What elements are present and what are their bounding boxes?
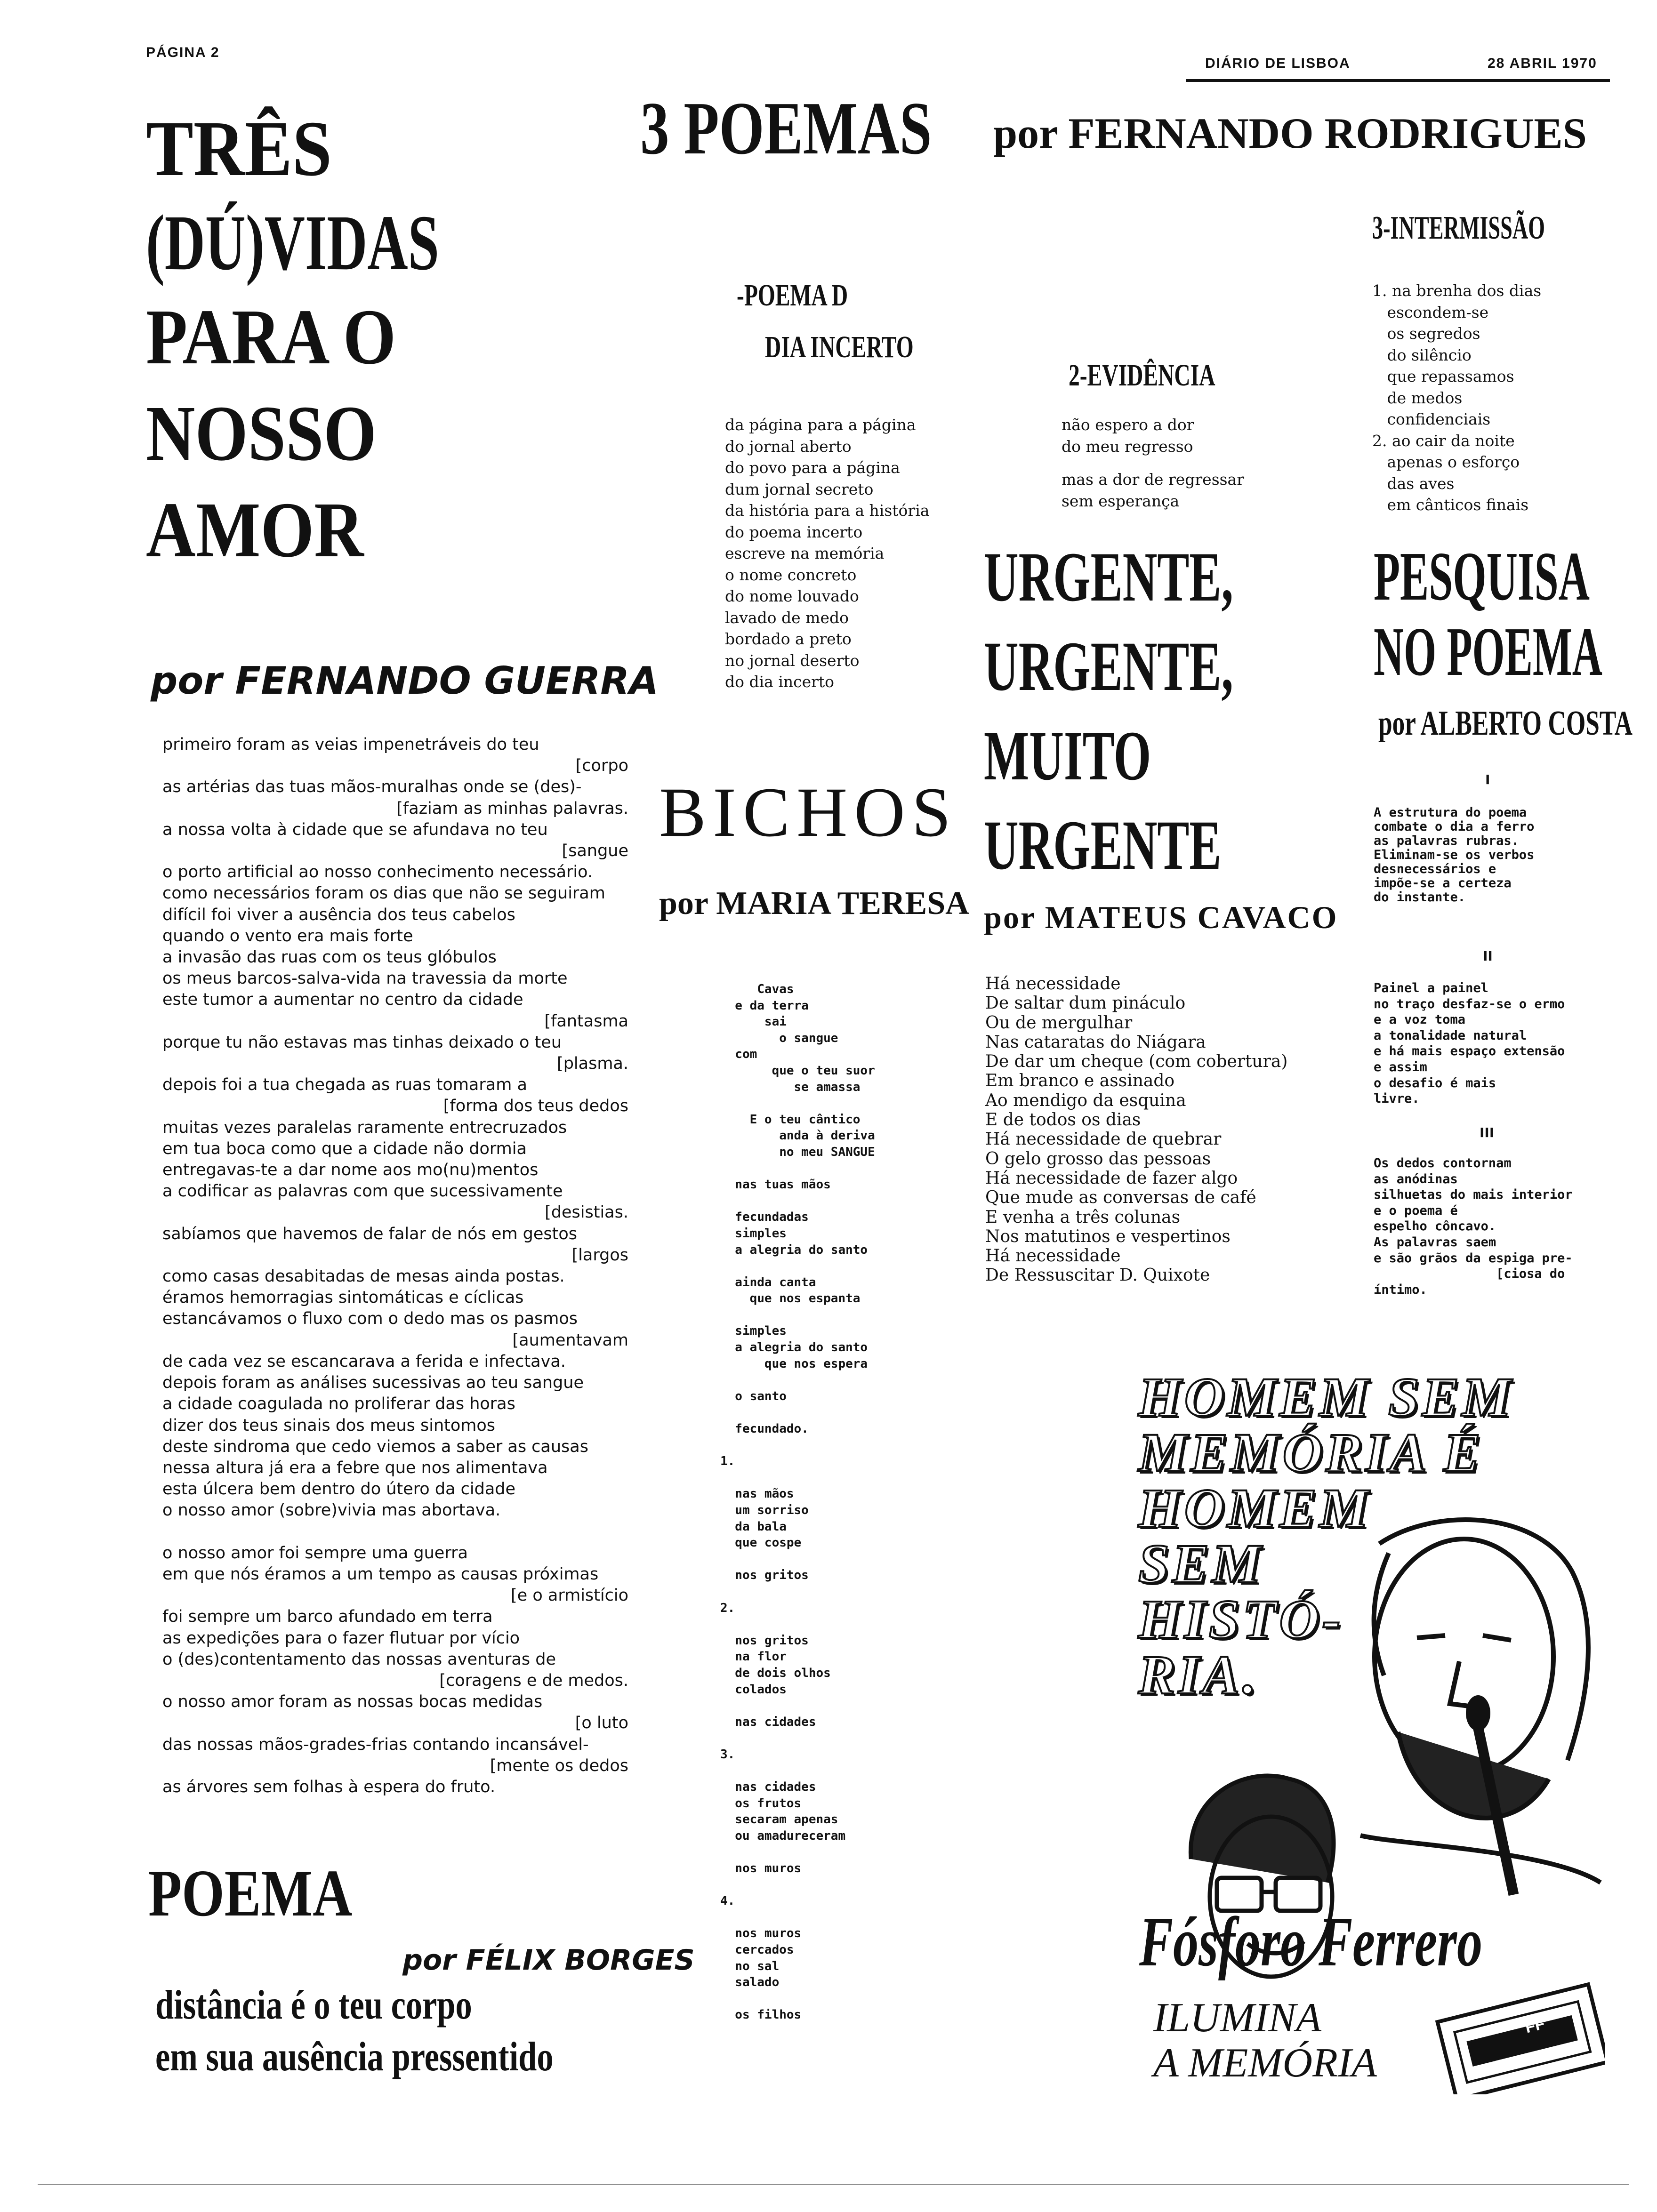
bichos-headline: BICHOS xyxy=(659,773,958,851)
poem-line: silhuetas do mais interior xyxy=(1374,1187,1573,1202)
bottom-rule xyxy=(38,2184,1629,2185)
article-line: difícil foi viver a ausência dos teus cabelos xyxy=(162,905,515,924)
article-line: como casas desabitadas de mesas ainda postas. xyxy=(162,1267,565,1286)
ad-headline-line: HOMEM SEM xyxy=(1138,1366,1514,1428)
article-line: [fantasma xyxy=(544,1011,628,1031)
poem-line: O gelo grosso das pessoas xyxy=(985,1149,1211,1169)
article-line: foi sempre um barco afundado em terra xyxy=(162,1607,493,1627)
poem-line: nas cidades xyxy=(720,1715,816,1729)
poem-line: o desafio é mais xyxy=(1374,1075,1496,1090)
article-line: [mente os dedos xyxy=(490,1756,628,1775)
article-line: as artérias das tuas mãos-muralhas onde se (des)- xyxy=(162,777,582,797)
article-line: os meus barcos-salva-vida na travessia da morte xyxy=(162,969,568,988)
article-body xyxy=(162,734,628,1798)
pesquisa-stanza xyxy=(1374,806,1534,905)
poem-line: o nome concreto xyxy=(725,565,857,584)
urgente-byline: por MATEUS CAVACO xyxy=(984,899,1338,935)
poem-line: a alegria do santo xyxy=(720,1242,868,1257)
pesquisa-stanza xyxy=(1374,980,1565,1107)
byline: por FERNANDO GUERRA xyxy=(151,659,659,703)
article-line: [sangue xyxy=(562,842,628,861)
poem-line: do poema incerto xyxy=(725,522,863,541)
poem-line: confidenciais xyxy=(1372,410,1491,428)
poem-line: dum jornal secreto xyxy=(725,480,874,498)
pesquisa-headline: PESQUISA xyxy=(1374,538,1590,615)
poem-title: 2-EVIDÊNCIA xyxy=(1069,358,1215,393)
matchbox-illustration xyxy=(1438,1984,1605,2094)
article-line: estancávamos o fluxo com o dedo mas os pasmos xyxy=(162,1309,578,1329)
article-line: [corpo xyxy=(575,756,628,776)
poem-line: o santo xyxy=(720,1389,787,1403)
poem-line: E de todos os dias xyxy=(985,1110,1141,1130)
poem-line: anda à deriva xyxy=(720,1129,875,1143)
masthead-rule xyxy=(1186,79,1610,82)
poem-body xyxy=(1062,469,1244,512)
article-line: deste sindroma que cedo viemos a saber as causas xyxy=(162,1437,588,1456)
poem-line: e o poema é xyxy=(1374,1203,1458,1218)
poem-line: que repassamos xyxy=(1372,367,1514,385)
poem-line: escreve na memória xyxy=(725,544,885,562)
poem-line: não espero a dor xyxy=(1062,416,1194,434)
poem-line xyxy=(720,1404,875,1421)
poem-line: Há necessidade xyxy=(985,1246,1121,1266)
poem-line: das aves xyxy=(1372,474,1455,493)
article-line: depois foi a tua chegada as ruas tomaram a xyxy=(162,1075,527,1095)
poem-line: nos muros xyxy=(720,1861,802,1876)
advertisement-fosforo-ferrero xyxy=(1134,1366,1605,2094)
poema-line: em sua ausência pressentido xyxy=(155,2034,554,2080)
poem-line: nos muros xyxy=(720,1926,802,1941)
poem-line: da história para a história xyxy=(725,501,930,520)
article-line: [o luto xyxy=(575,1714,628,1733)
ad-headline-line: HOMEM xyxy=(1138,1477,1372,1539)
poem-line: Há necessidade de quebrar xyxy=(985,1130,1222,1149)
poem-line: a tonalidade natural xyxy=(1374,1028,1527,1043)
poem-line: na flor xyxy=(720,1650,787,1664)
poem-line xyxy=(720,1372,875,1388)
poem-line: do dia incerto xyxy=(725,673,835,691)
poem-line: lavado de medo xyxy=(725,608,849,627)
poem-line: Os dedos contornam xyxy=(1374,1156,1512,1170)
poem-line xyxy=(720,1616,875,1633)
poem-line: As palavras saem xyxy=(1374,1234,1496,1250)
article-line: muitas vezes paralelas raramente entrecruzados xyxy=(162,1118,567,1137)
poem-line xyxy=(720,1909,875,1926)
article-line: a codificar as palavras com que sucessivamente xyxy=(162,1182,563,1201)
article-line: a invasão das ruas com os teus glóbulos xyxy=(162,948,497,967)
poem-line: e assim xyxy=(1374,1059,1427,1074)
poem-line: nas mãos xyxy=(720,1487,794,1501)
article-line: [desistias. xyxy=(545,1203,628,1222)
article-line: [largos xyxy=(571,1245,628,1265)
ad-slogan-line: ILUMINA xyxy=(1153,1995,1321,2041)
poem-line xyxy=(720,1551,875,1568)
article-line xyxy=(162,1522,628,1543)
article-line: das nossas mãos-grades-frias contando incansável- xyxy=(162,1735,589,1754)
poem-line xyxy=(720,1877,875,1893)
poema-line: distância é o teu corpo xyxy=(155,1982,472,2028)
poem-line: E venha a três colunas xyxy=(985,1207,1181,1227)
poem-line: sai xyxy=(720,1015,787,1029)
article-line: a cidade coagulada no proliferar das horas xyxy=(162,1395,515,1414)
poem-line: os frutos xyxy=(720,1796,802,1811)
ad-headline-line: MEMÓRIA É xyxy=(1138,1422,1483,1483)
bichos-poem xyxy=(720,981,875,2023)
poem-line: livre. xyxy=(1374,1091,1420,1106)
poem-line: do meu regresso xyxy=(1062,437,1193,456)
article-line: em tua boca como que a cidade não dormia xyxy=(162,1139,527,1158)
poem-line: secaram apenas xyxy=(720,1812,838,1827)
poem-line xyxy=(720,1991,875,2007)
poem-line: nas tuas mãos xyxy=(720,1178,831,1192)
section-number: III xyxy=(1480,1125,1495,1140)
poem-line: do jornal aberto xyxy=(725,437,852,456)
poem-line: fecundado. xyxy=(720,1422,809,1436)
poem-line: ainda canta xyxy=(720,1275,816,1290)
ad-brand xyxy=(1139,1901,1616,1982)
poem-line: impõe-se a certeza xyxy=(1374,876,1512,890)
headline-line: TRÊS xyxy=(146,105,332,192)
poem-line: colados xyxy=(720,1682,787,1697)
poem-line: espelho côncavo. xyxy=(1374,1219,1496,1234)
ad-headline-line: RIA. xyxy=(1138,1644,1259,1706)
poem-line: da página para a página xyxy=(725,416,916,434)
poem-line: de dois olhos xyxy=(720,1666,831,1680)
pesquisa-stanza xyxy=(1374,1155,1573,1298)
poem-line: De dar um cheque (com cobertura) xyxy=(985,1052,1288,1072)
poem-line: Há necessidade xyxy=(985,974,1121,994)
poem-line xyxy=(720,1437,875,1454)
poem-line xyxy=(720,1161,875,1177)
poem-line: De Ressuscitar D. Quixote xyxy=(985,1266,1210,1285)
poem-line: a alegria do santo xyxy=(720,1340,868,1355)
poem-line: Nas cataratas do Niágara xyxy=(985,1032,1206,1052)
poem-line: de medos xyxy=(1372,388,1463,407)
poem-title: -POEMA D xyxy=(737,278,848,313)
poem-title: 3-INTERMISSÃO xyxy=(1372,210,1545,246)
poem-line: e são grãos da espiga pre- xyxy=(1374,1250,1573,1266)
article-line: o (des)contentamento das nossas aventuras de xyxy=(162,1650,556,1669)
article-line: este tumor a aumentar no centro da cidade xyxy=(162,990,523,1010)
headline-line: PARA O xyxy=(146,293,396,381)
poem-line: Painel a painel xyxy=(1374,981,1488,995)
poem-line: De saltar dum pináculo xyxy=(985,994,1186,1013)
urgente-poem xyxy=(985,974,1287,1285)
poem-line: salado xyxy=(720,1975,780,1990)
poem-line: nos gritos xyxy=(720,1568,809,1583)
poem-line: simples xyxy=(720,1226,787,1241)
article-line: as expedições para o fazer flutuar por vício xyxy=(162,1628,520,1648)
headline-line: NOSSO xyxy=(146,390,377,477)
ad-headline xyxy=(1138,1366,1514,1706)
poem-line: o sangue xyxy=(720,1031,838,1045)
poem-line: 1. na brenha dos dias xyxy=(1372,281,1542,300)
poem-line: no traço desfaz-se o ermo xyxy=(1374,996,1565,1011)
poem-line: do instante. xyxy=(1374,890,1466,905)
page-number: PÁGINA 2 xyxy=(146,45,220,60)
poem-line xyxy=(720,1584,875,1600)
poem-body xyxy=(1062,414,1194,457)
poem-line: sem esperança xyxy=(1062,491,1180,510)
poem-line: fecundadas xyxy=(720,1210,809,1225)
poem-line: Ao mendigo da esquina xyxy=(985,1090,1186,1110)
poem-line: bordado a preto xyxy=(725,630,852,648)
poem-line: apenas o esforço xyxy=(1372,453,1520,471)
article-line: como necessários foram os dias que não se seguiram xyxy=(162,884,605,903)
poema-byline: por FÉLIX BORGES xyxy=(402,1944,695,1977)
poem-line: do nome louvado xyxy=(725,587,859,605)
poem-line: que cospe xyxy=(720,1536,802,1550)
article-line: [plasma. xyxy=(557,1054,628,1074)
article-line: sabíamos que havemos de falar de nós em gestos xyxy=(162,1224,578,1243)
poem-line xyxy=(720,1307,875,1323)
article-line: quando o vento era mais forte xyxy=(162,926,413,946)
article-line: o nosso amor (sobre)vivia mas abortava. xyxy=(162,1501,501,1520)
article-line: o porto artificial ao nosso conhecimento necessário. xyxy=(162,863,593,882)
article-line: éramos hemorragias sintomáticas e cíclicas xyxy=(162,1288,524,1307)
matchbox-label: FF xyxy=(1523,2014,1547,2037)
poem-line: 1. xyxy=(720,1454,735,1469)
poem-line: Em branco e assinado xyxy=(985,1071,1175,1091)
article-line: [aumentavam xyxy=(512,1330,628,1350)
poema-headline: POEMA xyxy=(148,1856,353,1930)
article-line: [e o armistício xyxy=(511,1586,628,1605)
pesquisa-headline: NO POEMA xyxy=(1374,613,1602,690)
poem-line: e da terra xyxy=(720,998,809,1013)
article-line: [coragens e de medos. xyxy=(439,1671,628,1690)
matchstick-illustration xyxy=(1466,1695,1519,1896)
pesquisa-byline: por ALBERTO COSTA xyxy=(1378,704,1633,743)
poem-line: as anódinas xyxy=(1374,1171,1458,1186)
headline-line: URGENTE, xyxy=(984,538,1233,616)
poem-line: escondem-se xyxy=(1372,303,1489,321)
article-line: o nosso amor foram as nossas bocas medidas xyxy=(162,1692,543,1712)
headline-line: AMOR xyxy=(146,486,364,574)
headline-line: URGENTE, xyxy=(984,627,1233,705)
ad-slogan-line: A MEMÓRIA xyxy=(1153,2040,1377,2086)
poem-line: no jornal deserto xyxy=(725,651,860,670)
poem-body xyxy=(725,414,929,693)
poem-line: 2. xyxy=(720,1601,735,1615)
article-line: a nossa volta à cidade que se afundava no teu xyxy=(162,820,548,839)
poem-line: A estrutura do poema xyxy=(1374,805,1527,820)
article-line: dizer dos teus sinais dos meus sintomos xyxy=(162,1416,496,1435)
poem-line: Nos matutinos e vespertinos xyxy=(985,1226,1231,1246)
poem-line: mas a dor de regressar xyxy=(1062,470,1245,489)
poem-line: simples xyxy=(720,1324,787,1338)
ad-headline-line: HISTÓ- xyxy=(1138,1588,1343,1650)
poem-line: Que mude as conversas de café xyxy=(985,1188,1256,1208)
poem-line: as palavras rubras. xyxy=(1374,834,1519,848)
poem-line: os filhos xyxy=(720,2008,802,2022)
poem-line: nos gritos xyxy=(720,1633,809,1648)
poem-line: e a voz toma xyxy=(1374,1012,1466,1027)
headline-line: MUITO xyxy=(984,717,1151,795)
tres-poemas-headline: 3 POEMAS xyxy=(640,86,932,170)
poem-line: do silêncio xyxy=(1372,345,1472,364)
poem-line: Eliminam-se os verbos xyxy=(1374,848,1535,862)
poem-subtitle: DIA INCERTO xyxy=(765,330,914,364)
poem-line xyxy=(720,1844,875,1860)
poem-line: E o teu cântico xyxy=(720,1112,861,1127)
issue-date: 28 ABRIL 1970 xyxy=(1488,56,1597,71)
poem-line xyxy=(720,1095,875,1112)
poem-line: Há necessidade de fazer algo xyxy=(985,1168,1238,1188)
section-number: I xyxy=(1485,772,1490,787)
poem-line: que o teu suor xyxy=(720,1063,875,1078)
poem-line: combate o dia a ferro xyxy=(1374,819,1535,834)
poem-line xyxy=(720,1698,875,1714)
poem-line: desnecessários e xyxy=(1374,862,1496,876)
ad-slogan xyxy=(1153,1996,1377,2086)
poem-line: se amassa xyxy=(720,1080,861,1094)
poem-line: um sorriso xyxy=(720,1503,809,1517)
ad-brand-text: Fósforo Ferrero xyxy=(1139,1903,1483,1981)
article-line: entregavas-te a dar nome aos mo(nu)mentos xyxy=(162,1161,539,1180)
article-line: de cada vez se escancarava a ferida e infectava. xyxy=(162,1352,566,1371)
poem-line: 4. xyxy=(720,1894,735,1908)
article-line: [forma dos teus dedos xyxy=(443,1097,628,1116)
article-line: [faziam as minhas palavras. xyxy=(396,799,628,818)
poem-line: íntimo. xyxy=(1374,1282,1427,1297)
poem-line xyxy=(720,1258,875,1274)
poem-line: e há mais espaço extensão xyxy=(1374,1044,1565,1059)
article-line: em que nós éramos a um tempo as causas próximas xyxy=(162,1564,599,1584)
article-line: o nosso amor foi sempre uma guerra xyxy=(162,1543,468,1563)
poem-body xyxy=(1372,280,1541,516)
poem-line: em cânticos finais xyxy=(1372,496,1529,514)
headline-line: URGENTE xyxy=(984,806,1222,884)
article-line: nessa altura já era a febre que nos alimentava xyxy=(162,1458,548,1477)
article-line: primeiro foram as veias impenetráveis do teu xyxy=(162,735,539,754)
poem-line: 3. xyxy=(720,1747,735,1762)
poem-line: que nos espanta xyxy=(720,1291,861,1306)
newspaper-name: DIÁRIO DE LISBOA xyxy=(1205,56,1351,71)
article-line: porque tu não estavas mas tinhas deixado o teu xyxy=(162,1033,562,1052)
article-line: depois foram as análises sucessivas ao teu sangue xyxy=(162,1373,584,1393)
ad-headline-line: SEM xyxy=(1138,1533,1264,1595)
article-line: as árvores sem folhas à espera do fruto. xyxy=(162,1777,496,1796)
poem-line: no meu SANGUE xyxy=(720,1145,875,1159)
bichos-byline: por MARIA TERESA xyxy=(659,885,969,922)
poem-line: cercados xyxy=(720,1943,794,1957)
poem-line: os segredos xyxy=(1372,324,1480,343)
poem-line xyxy=(720,1763,875,1779)
section-number: II xyxy=(1483,948,1493,964)
poem-line: que nos espera xyxy=(720,1356,868,1371)
poem-line xyxy=(720,1470,875,1486)
poem-line: ou amadureceram xyxy=(720,1828,846,1843)
poem-line: com xyxy=(720,1047,757,1062)
poem-line xyxy=(720,1193,875,1210)
poem-line: do povo para a página xyxy=(725,458,900,477)
tres-poemas-byline: por FERNANDO RODRIGUES xyxy=(993,109,1587,157)
poem-line: Cavas xyxy=(720,982,794,996)
poem-line: nas cidades xyxy=(720,1780,816,1795)
poem-line: no sal xyxy=(720,1959,780,1973)
article-line: esta úlcera bem dentro do útero da cidade xyxy=(162,1480,516,1499)
headline-line: (DÚ)VIDAS xyxy=(146,199,439,287)
poem-line: 2. ao cair da noite xyxy=(1372,431,1515,450)
poem-line: Ou de mergulhar xyxy=(985,1013,1133,1033)
poem-line xyxy=(720,1730,875,1747)
poem-line: [ciosa do xyxy=(1374,1266,1565,1282)
poem-line: da bala xyxy=(720,1519,787,1534)
